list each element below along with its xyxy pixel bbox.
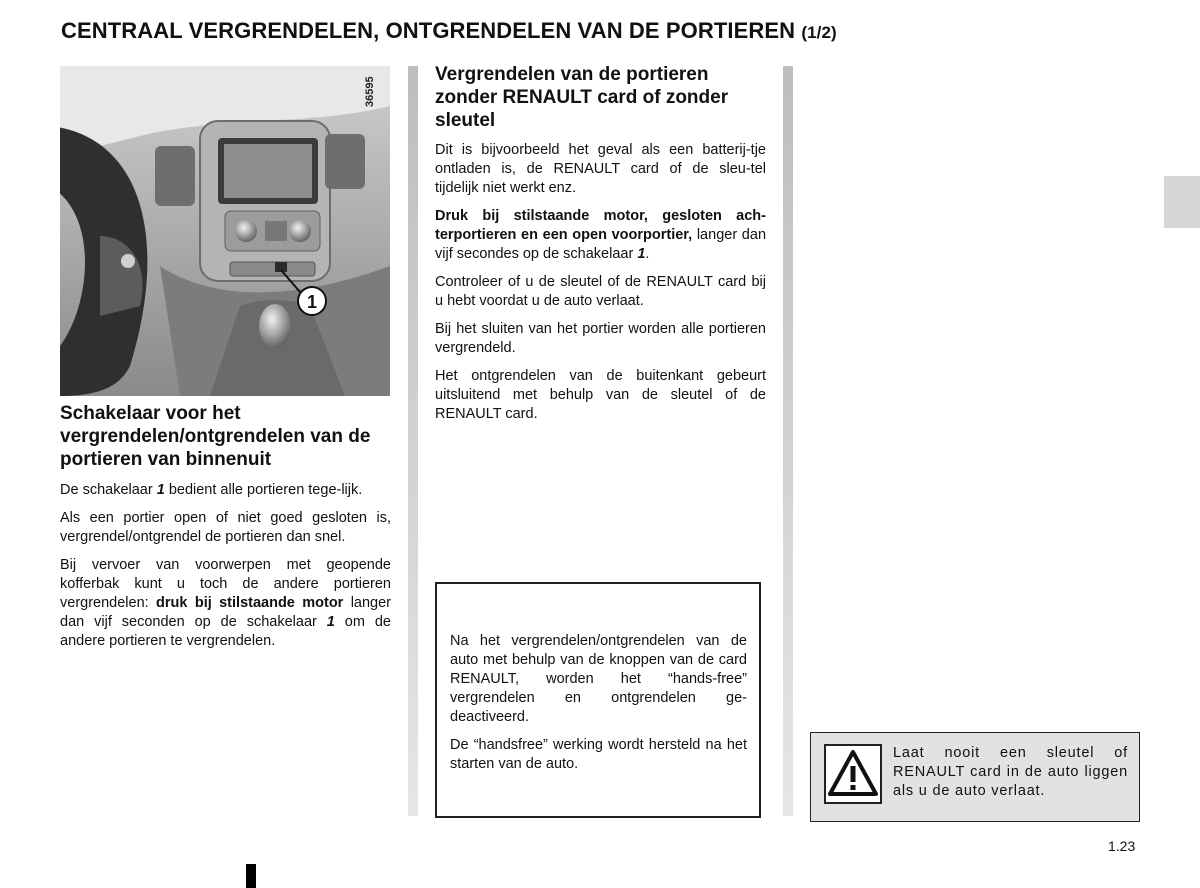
middle-paragraph-1: Dit is bijvoorbeeld het geval als een batterij-tje ontladen is, de RENAULT card of de sleu-tel tijdelijk niet werkt enz. [435, 142, 766, 196]
warning-triangle-icon [824, 744, 882, 804]
note-paragraph-2: De “handsfree” werking wordt hersteld na het starten van de auto. [450, 737, 747, 772]
middle-paragraph-2: Druk bij stilstaande motor, gesloten ach-terportieren en een open voorportier, langer dan vijf secondes op de schakelaar 1. [435, 208, 767, 262]
middle-paragraph-5: Het ontgrendelen van de buitenkant gebeurt uitsluitend met behulp van de sleutel of de RENAULT card. [435, 368, 766, 422]
page-title-part: (1/2) [801, 23, 837, 42]
crop-mark [246, 864, 256, 888]
figure-callout: 1 [306, 292, 318, 312]
note-paragraph-1: Na het vergrendelen/ontgrendelen van de auto met behulp van de knoppen van de card RENAULT, worden het “hands-free” vergrendelen en ontgrendelen ge-deactiveerd. [450, 633, 747, 725]
left-paragraph-2: Als een portier open of niet goed gesloten is, vergrendel/ontgrendel de portieren dan snel. [60, 510, 391, 545]
middle-paragraph-3: Controleer of u de sleutel of de RENAULT card bij u hebt voordat u de auto verlaat. [435, 274, 766, 309]
warning-text: Laat nooit een sleutel of RENAULT card in de auto liggen als u de auto verlaat. [893, 745, 1128, 799]
middle-paragraph-4: Bij het sluiten van het portier worden alle portieren vergrendeld. [435, 321, 766, 356]
middle-heading: Vergrendelen van de portieren zonder RENAULT card of zonder sleutel [435, 64, 729, 131]
left-paragraph-3: Bij vervoer van voorwerpen met geopende kofferbak kunt u toch de andere portieren vergrendelen: druk bij stilstaande motor langer dan vijf seconden op de schakelaar 1 om de andere portieren te vergrendelen. [60, 557, 392, 649]
left-paragraph-1: De schakelaar 1 bedient alle portieren tege-lijk. [60, 482, 363, 498]
left-column [60, 402, 391, 660]
left-heading: Schakelaar voor het vergrendelen/ontgrendelen van de portieren van binnenuit [60, 403, 371, 470]
page-title [61, 18, 837, 44]
column-divider-left [408, 66, 418, 816]
note-box [435, 582, 761, 818]
page-number: 1.23 [1108, 838, 1136, 854]
page-title-text: CENTRAAL VERGRENDELEN, ONTGRENDELEN VAN DE PORTIEREN [61, 18, 796, 43]
middle-column [435, 63, 766, 433]
column-divider-right [783, 66, 793, 816]
section-tab-marker [1164, 176, 1200, 228]
dashboard-photo [60, 66, 390, 396]
figure-id: 36595 [364, 76, 376, 108]
warning-box [810, 732, 1140, 822]
